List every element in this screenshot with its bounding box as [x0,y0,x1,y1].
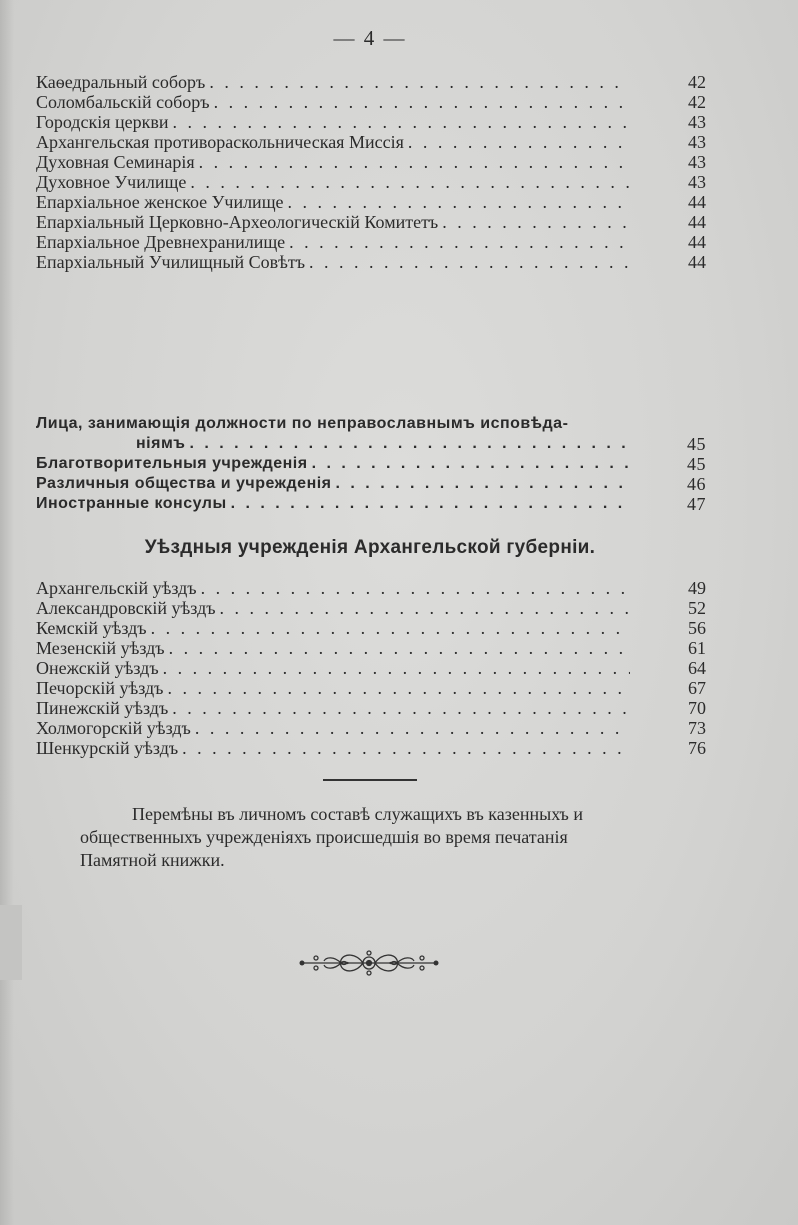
page-edge-shadow [0,0,14,1225]
toc-entry-page: 42 [688,72,706,92]
toc-entry-page: 73 [688,718,706,738]
toc-entry-page: 44 [688,212,706,232]
toc-entry-page: 44 [688,252,706,272]
section-divider-rule [323,779,417,781]
leader-dots [442,212,630,232]
fleuron-ornament-icon [296,948,442,978]
leader-dots [172,698,630,718]
toc-entry-title: Каѳедральный соборъ [36,72,206,92]
toc-entry-page: 64 [688,658,706,678]
toc-entry-title: Архангельская противораскольническая Миссія [36,132,404,152]
toc-entry [36,132,706,152]
leader-dots [163,658,630,678]
toc-entry [36,474,706,494]
toc-entry [36,212,706,232]
toc-entry-title: Иностранные консулы [36,495,227,512]
leader-dots [289,232,630,252]
toc-entry [36,658,706,678]
toc-entry [36,172,706,192]
leader-dots [288,192,630,212]
leader-dots [214,92,630,112]
toc-entry-page: 43 [688,152,706,172]
note-line: общественныхъ учрежденіяхъ происшедшія во время печатанія [80,827,568,847]
toc-entry [36,434,706,454]
toc-entry [36,494,706,514]
toc-entry [36,192,706,212]
toc-entry-title: Епархіальный Училищный Совѣтъ [36,252,306,272]
leader-dots [408,132,630,152]
toc-entry-title: Печорскій уѣздъ [36,678,164,698]
toc-entry-title: Городскія церкви [36,112,169,132]
page-number: — 4 — [333,26,407,50]
toc-entry [36,454,706,474]
toc-entry-page: 42 [688,92,706,112]
toc-entry-title: Духовная Семинарія [36,152,195,172]
note-line: Перемѣны въ личномъ составѣ служащихъ въ казенныхъ и [132,804,583,824]
leader-dots [172,112,630,132]
toc-entry [36,92,706,112]
toc-entry [36,72,706,92]
page-edge-tab [0,905,22,980]
changes-note [80,803,710,872]
toc-entry [36,414,706,434]
leader-dots [220,598,630,618]
toc-entry [36,252,706,272]
toc-entry [36,232,706,252]
leader-dots [201,578,630,598]
leader-dots [182,738,630,758]
toc-entry-page: 46 [687,474,706,494]
toc-entry-page: 76 [688,738,706,758]
toc-district-institutions [36,578,706,758]
toc-entry-page: 47 [687,494,706,514]
leader-dots [169,638,630,658]
toc-diocesan-institutions [36,72,706,272]
toc-entry-page: 43 [688,112,706,132]
toc-entry-title: Архангельскій уѣздъ [36,578,197,598]
toc-entry-title: Духовное Училище [36,172,187,192]
toc-entry [36,638,706,658]
toc-entry-title: Шенкурскій уѣздъ [36,738,179,758]
toc-entry-title: Благотворительныя учрежденія [36,455,308,472]
toc-entry [36,618,706,638]
toc-entry-title: Пинежскій уѣздъ [36,698,169,718]
leader-dots [309,252,630,272]
leader-dots [209,72,630,92]
toc-entry-page: 43 [688,132,706,152]
toc-entry [36,112,706,132]
note-line: Памятной книжки. [80,850,225,870]
leader-dots [312,454,630,474]
toc-entry-page: 49 [688,578,706,598]
leader-dots [195,718,630,738]
toc-entry-page: 44 [688,232,706,252]
toc-entry-page: 61 [688,638,706,658]
toc-entry-page: 56 [688,618,706,638]
toc-entry [36,152,706,172]
toc-entry-page: 43 [688,172,706,192]
toc-entry-title: Епархіальное Древнехранилище [36,232,286,252]
toc-entry [36,718,706,738]
toc-entry [36,698,706,718]
toc-entry-title: Различныя общества и учрежденія [36,475,332,492]
toc-entry-title: Епархіальный Церковно-Археологическій Комитетъ [36,212,439,232]
toc-entry-title: Мезенскій уѣздъ [36,638,165,658]
toc-entry-title: Кемскій уѣздъ [36,618,147,638]
toc-entry [36,578,706,598]
toc-entry-title: Онежскій уѣздъ [36,658,159,678]
leader-dots [336,474,630,494]
leader-dots [231,494,630,514]
toc-entry-page: 45 [687,454,706,474]
section-heading: Уѣздныя учрежденія Архангельской губерніи. [144,537,596,558]
toc-entry-title: Лица, занимающія должности по неправославнымъ исповѣда- [36,415,569,432]
toc-entry-page: 67 [688,678,706,698]
toc-entry-page: 45 [687,434,706,454]
toc-entry-page: 52 [688,598,706,618]
leader-dots [151,618,630,638]
toc-entry-page: 44 [688,192,706,212]
toc-entry [36,598,706,618]
leader-dots [189,434,630,454]
toc-entry-page: 70 [688,698,706,718]
toc-entry-title: Холмогорскій уѣздъ [36,718,191,738]
leader-dots [190,172,630,192]
toc-entry [36,738,706,758]
toc-other-institutions [36,414,706,514]
toc-entry-title: Александровскій уѣздъ [36,598,216,618]
leader-dots [168,678,631,698]
toc-entry-title: Епархіальное женское Училище [36,192,284,212]
toc-entry-title: Соломбальскій соборъ [36,92,210,112]
leader-dots [199,152,630,172]
toc-entry [36,678,706,698]
toc-entry-title: ніямъ [136,435,186,452]
